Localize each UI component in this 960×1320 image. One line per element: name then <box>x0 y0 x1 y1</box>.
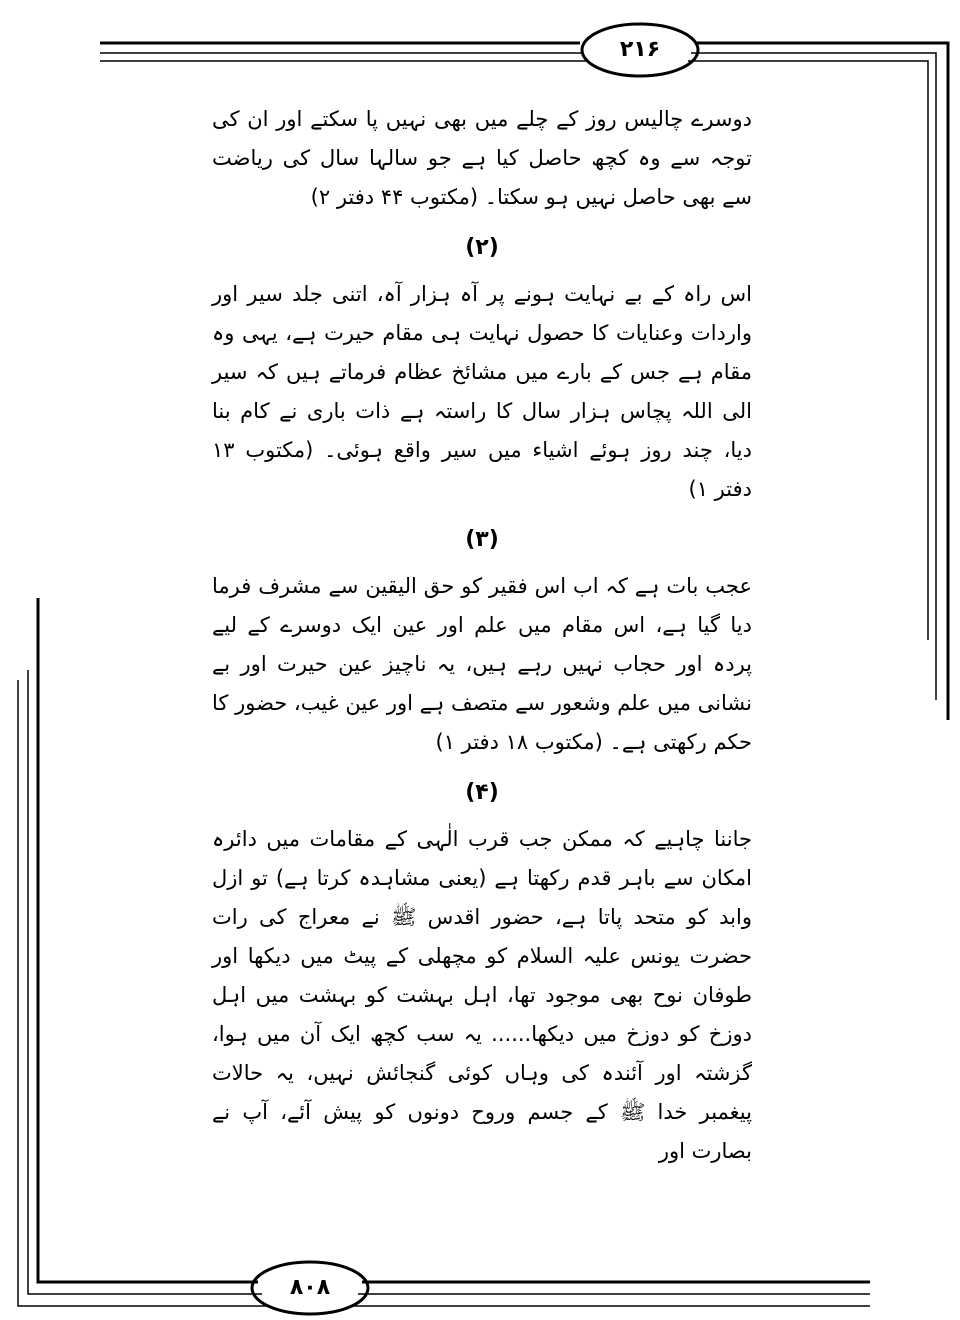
paragraph-4: جاننا چاہیے کہ ممکن جب قرب الٰہی کے مقامات میں دائرہ امکان سے باہر قدم رکھتا ہے (یعنی مشاہدہ کرتا ہے) تو ازل وابد کو متحد پاتا ہے، حضور اقدس ﷺ نے معراج کی رات حضرت یونس علیہ السلام کو مچھلی کے پیٹ میں دیکھا اور طوفان نوح بھی موجود تھا، اہل بہشت کو بہشت میں اہل دوزخ کو دوزخ میں دیکھا...... یہ سب کچھ ایک آن میں ہوا، گزشتہ اور آئندہ کی وہاں کوئی گنجائش نہیں، یہ حالات پیغمبر خدا ﷺ کے جسم وروح دونوں کو پیش آئے، آپ نے بصارت اور <box>212 827 752 1163</box>
page-number-top: ۲۱۶ <box>619 36 661 62</box>
section-heading-2: (۲) <box>465 235 499 260</box>
paragraph-1: دوسرے چالیس روز کے چلے میں بھی نہیں پا سکتے اور ان کی توجہ سے وہ کچھ حاصل کیا ہے جو سالہا سال کی ریاضت سے بھی حاصل نہیں ہو سکتا۔ (مکتوب ۴۴ دفتر ۲) <box>212 107 752 209</box>
body-text <box>212 100 752 1171</box>
paragraph-3: عجب بات ہے کہ اب اس فقیر کو حق الیقین سے مشرف فرما دیا گیا ہے، اس مقام میں علم اور عین ایک دوسرے کے لیے پردہ اور حجاب نہیں رہے ہیں، یہ ناچیز عین حیرت اور بے نشانی میں علم وشعور سے متصف ہے اور عین غیب، حضور کا حکم رکھتی ہے۔ (مکتوب ۱۸ دفتر ۱) <box>212 574 752 754</box>
page-number-bottom: ۸۰۸ <box>289 1274 331 1300</box>
paragraph-2: اس راہ کے بے نہایت ہونے پر آہ ہزار آہ، اتنی جلد سیر اور واردات وعنایات کا حصول نہایت ہی مقام حیرت ہے، یہی وہ مقام ہے جس کے بارے میں مشائخ عظام فرماتے ہیں کہ سیر الی اللہ پچاس ہزار سال کا راستہ ہے ذات باری نے کام بنا دیا، چند روز ہوئے اشیاء میں سیر واقع ہوئی۔ (مکتوب ۱۳ دفتر ۱) <box>212 282 752 501</box>
section-heading-4: (۴) <box>465 780 499 805</box>
section-heading-3: (۳) <box>465 527 499 552</box>
